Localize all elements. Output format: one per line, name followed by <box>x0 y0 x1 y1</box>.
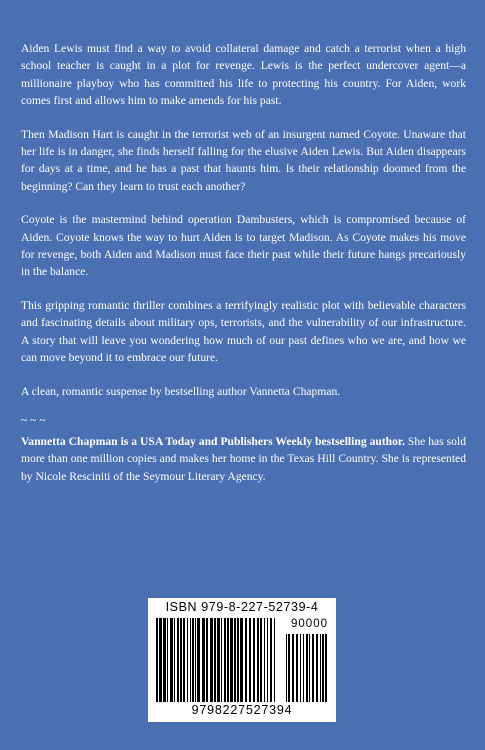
barcode-bar <box>217 618 220 702</box>
barcode-bar <box>170 618 173 702</box>
barcode-bars <box>156 618 328 702</box>
addon-bar <box>309 634 310 702</box>
barcode-bar <box>249 618 251 702</box>
addon-bar <box>286 634 287 702</box>
addon-bar <box>325 634 327 702</box>
barcode-bar <box>187 618 188 702</box>
barcode-bar <box>260 618 262 702</box>
barcode-bar <box>180 618 182 702</box>
addon-bar <box>300 634 301 702</box>
tagline: A clean, romantic suspense by bestselling author Vannetta Chapman. <box>21 384 341 398</box>
barcode-bar <box>190 618 191 702</box>
barcode-bar <box>221 618 222 702</box>
author-bio-rest: She has sold more than one million copies and makes her home in the Texas Hill Country. She is represented by Nicole Resciniti of the Seymour Literary Agency. <box>21 434 466 483</box>
addon-bar <box>306 634 308 702</box>
barcode-bar <box>227 618 229 702</box>
barcode-bar <box>197 618 200 702</box>
barcode-bar <box>192 618 194 702</box>
addon-bar <box>320 634 321 702</box>
barcode-bar <box>234 618 236 702</box>
price-addon-code: 90000 <box>291 618 328 630</box>
addon-bar <box>316 634 318 702</box>
barcode-bar <box>167 618 168 702</box>
addon-bar <box>296 634 298 702</box>
blurb-paragraph-4: This gripping romantic thriller combines a terrifyingly realistic plot with believable characters and fascinating details about military ops, terrorists, and the vulnerability of our infrastructure. A story that will leave you wondering how much of our past defines who we are, and how we can move beyond it to embrace our future. <box>21 298 466 365</box>
barcode-bar <box>202 618 205 702</box>
isbn-barcode <box>148 598 336 722</box>
ean-digits: 9798227527394 <box>191 703 293 717</box>
barcode-bar <box>195 618 196 702</box>
barcode-bar <box>174 618 175 702</box>
barcode-bar <box>224 618 226 702</box>
barcode-bar <box>274 618 275 702</box>
barcode-bar <box>237 618 239 702</box>
barcode-bar <box>264 618 265 702</box>
barcode-bar <box>183 618 185 702</box>
barcode-bar <box>163 618 166 702</box>
barcode-bar <box>230 618 233 702</box>
barcode-bar <box>267 618 268 702</box>
back-cover-text <box>21 40 466 485</box>
author-bio-bold: Vannetta Chapman is a USA Today and Publishers Weekly bestselling author. <box>21 434 405 448</box>
addon-bar <box>322 634 324 702</box>
barcode-bar <box>214 618 216 702</box>
author-bio <box>21 433 466 485</box>
barcode-bar <box>156 618 158 702</box>
barcode-bar <box>245 618 247 702</box>
addon-bar <box>288 634 290 702</box>
addon-bar <box>303 634 304 702</box>
barcode-bar <box>240 618 243 702</box>
addon-bar <box>312 634 314 702</box>
barcode-bar <box>206 618 208 702</box>
blurb-paragraph-1: Aiden Lewis must find a way to avoid collateral damage and catch a terrorist when a high school teacher is caught in a plot for revenge. Lewis is the perfect undercover agent—a millionaire playboy who has committed his life to protecting his country. For Aiden, work comes first and allows him to make amends for his past. <box>21 42 466 108</box>
barcode-bar <box>177 618 179 702</box>
separator: ~ ~ ~ <box>21 413 46 427</box>
blurb-paragraph-2: Then Madison Hart is caught in the terrorist web of an insurgent named Coyote. Unaware that her life is in danger, she finds herself falling for the elusive Aiden Lewis. But Aiden disappears for days at a time, and he has a past that haunts him. Is their relationship doomed from the beginning? Can they learn to trust each another? <box>21 127 466 193</box>
barcode-bar <box>257 618 259 702</box>
barcode-bar <box>159 618 162 702</box>
isbn-label: ISBN 979-8-227-52739-4 <box>165 600 319 614</box>
blurb-paragraph-3: Coyote is the mastermind behind operation Dambusters, which is compromised because of Aiden. Coyote knows the way to hurt Aiden is to target Madison. As Coyote makes his move for revenge, both Aiden and Madison must face their past while their future hangs precariously in the balance. <box>21 213 466 279</box>
barcode-bar <box>270 618 272 702</box>
barcode-bar <box>253 618 255 702</box>
addon-bar <box>292 634 294 702</box>
barcode-bar <box>210 618 213 702</box>
